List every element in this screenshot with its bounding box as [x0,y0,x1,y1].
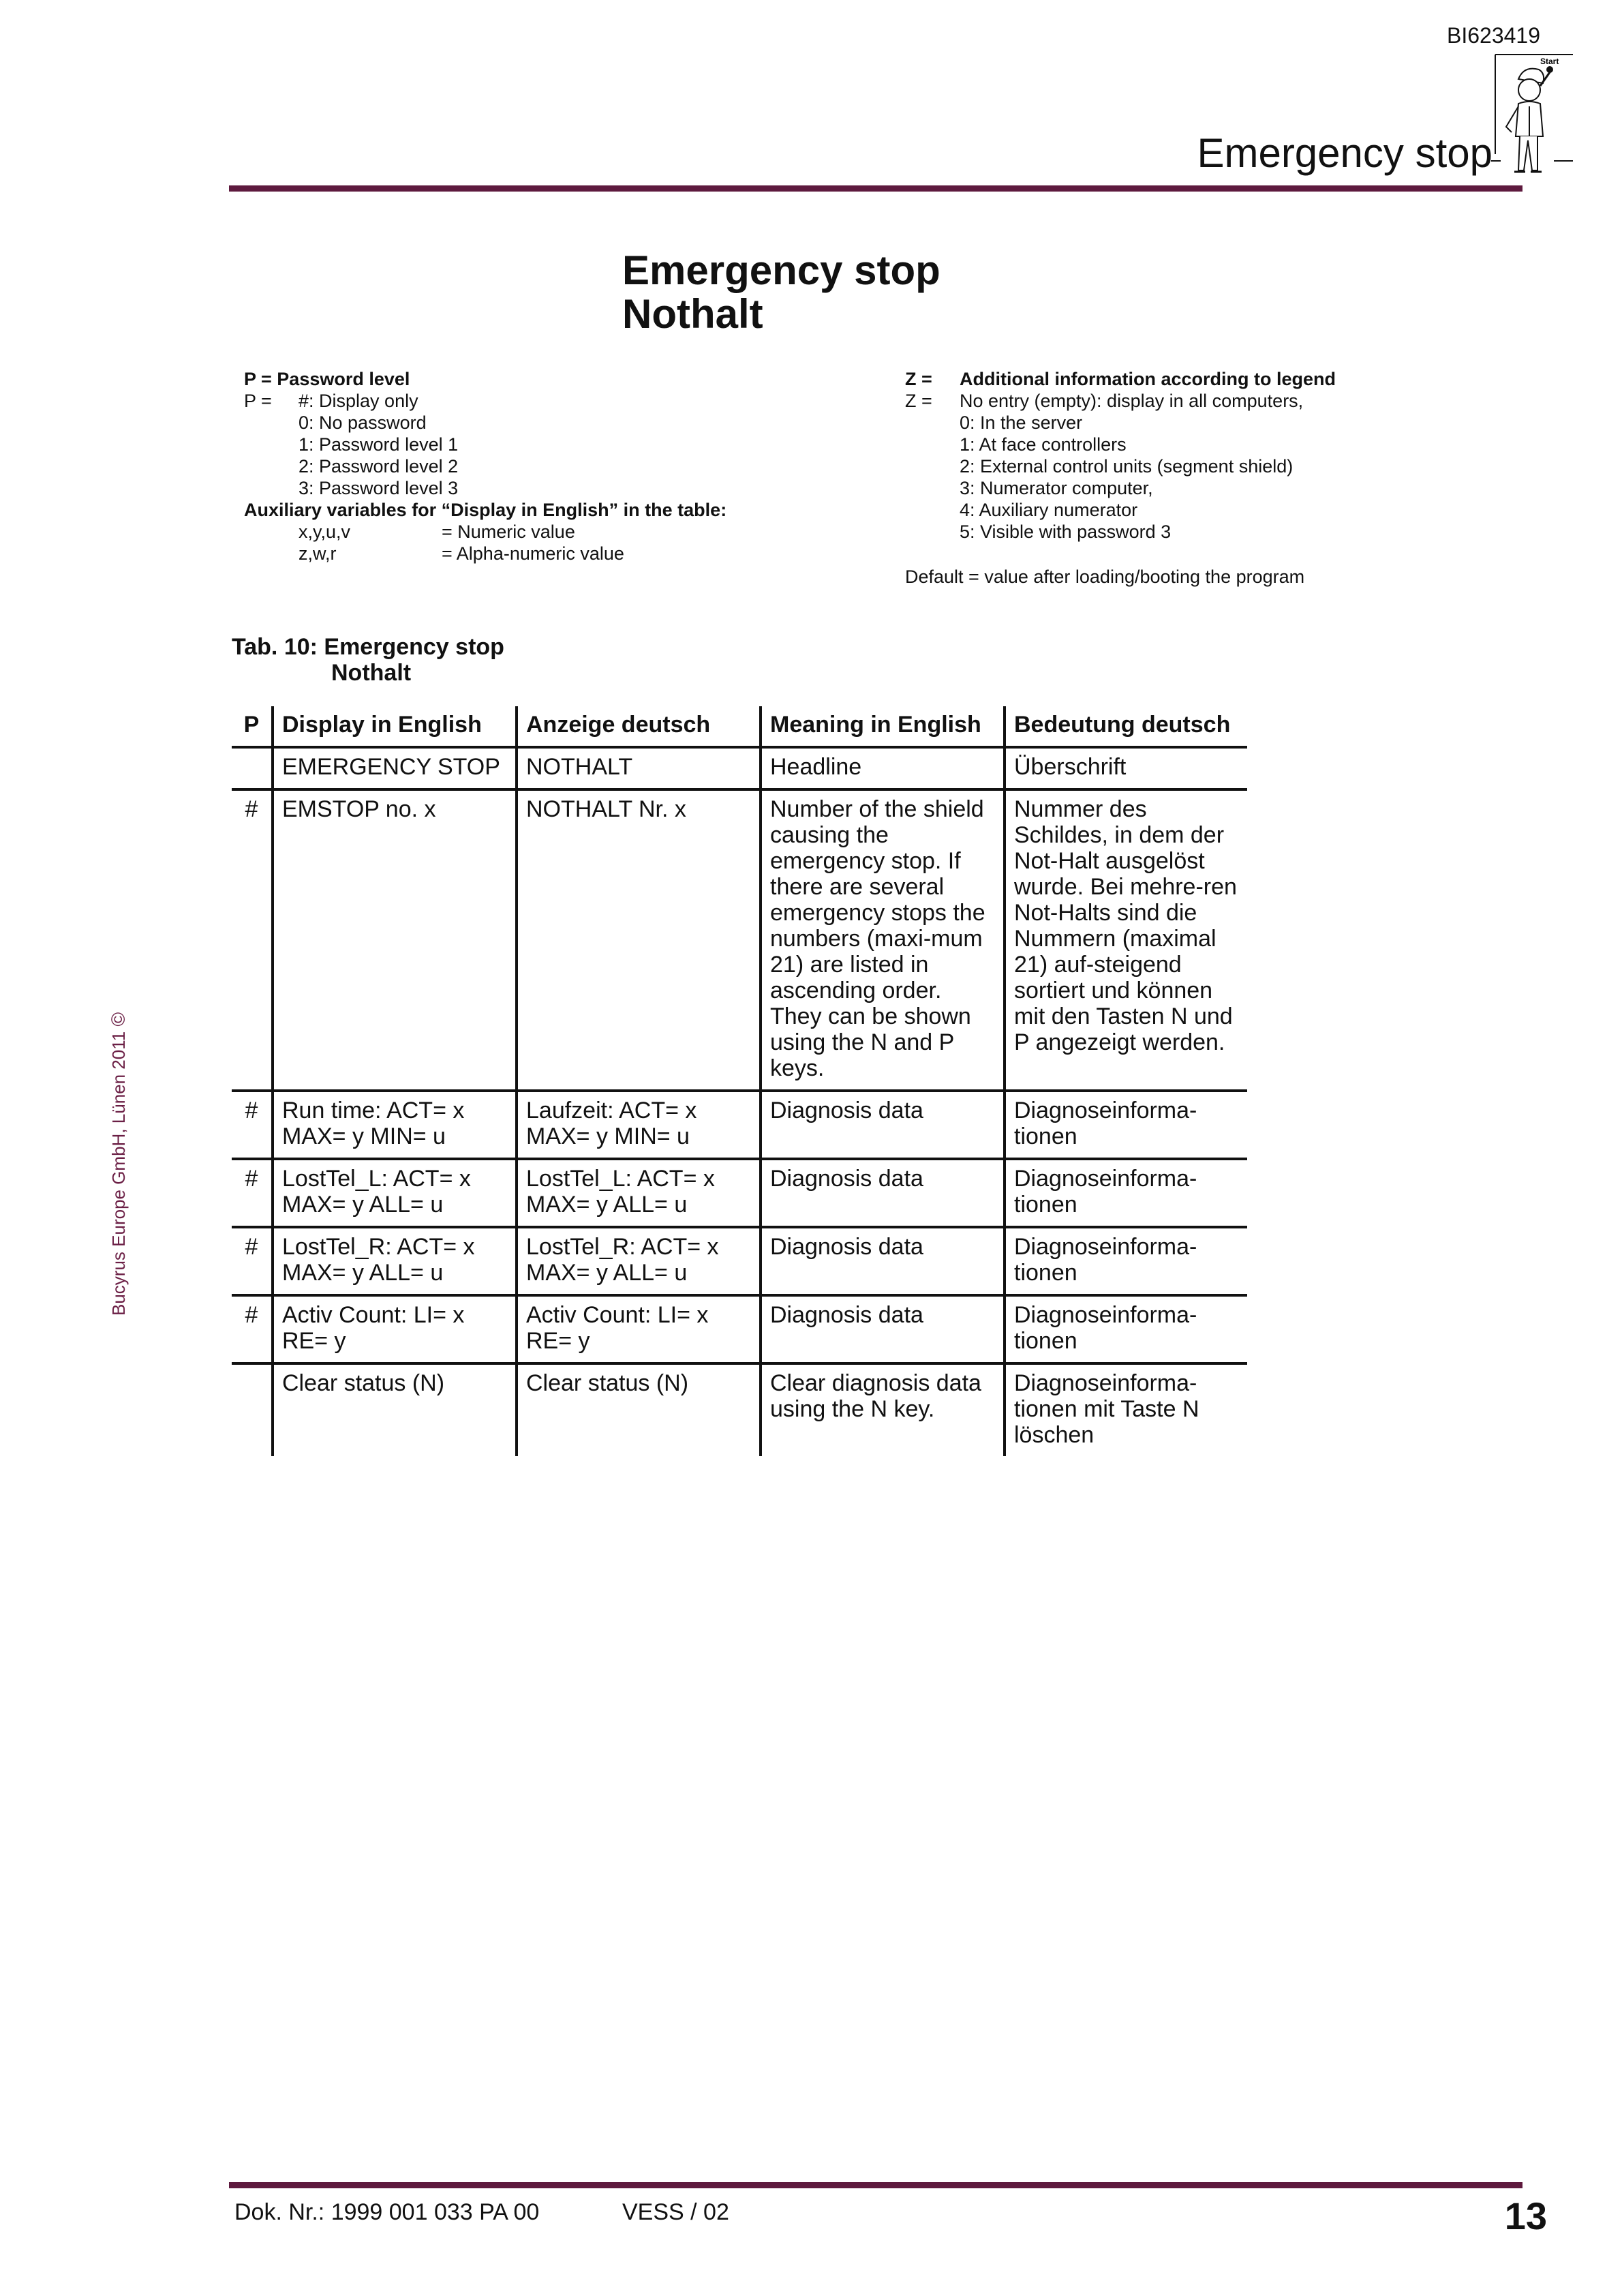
info-legend-prefix: Z = [905,391,932,411]
aux-variables-heading: Auxiliary variables for “Display in English” in the table: [244,500,727,520]
cell-meaning-english: Diagnosis data [761,1295,1005,1363]
cell-password: # [245,1234,258,1260]
cell-display-english: Activ Count: LI= x RE= y [273,1295,517,1363]
header-password: P [243,712,260,738]
info-legend-heading: Additional information according to legend [960,369,1336,389]
cell-meaning-german: Diagnoseinforma-tionen [1005,1091,1247,1159]
page-title-german: Nothalt [622,291,763,337]
header-meaning-german: Bedeutung deutsch [1005,706,1247,747]
page-title [622,249,940,336]
info-legend-item: 0: In the server [960,412,1083,433]
info-legend-item: 3: Numerator computer, [960,478,1153,498]
cell-meaning-english: Diagnosis data [761,1091,1005,1159]
emergency-stop-worker-icon [1488,52,1577,184]
password-legend [244,368,898,564]
table-row [232,789,1247,1091]
aux-variable-names: x,y,u,v [299,522,351,542]
cell-meaning-german: Diagnoseinforma-tionen mit Taste N löschen [1005,1363,1247,1456]
cell-meaning-english: Number of the shield causing the emergency stop. If there are several emergency stops the numbers (maxi-mum 21) are listed in ascending order. They can be shown using the N and P keys. [761,789,1005,1091]
copyright-notice [108,1012,129,1316]
password-legend-prefix: P = [244,391,272,411]
header-title: Emergency stop [1197,130,1493,176]
cell-password: # [245,1166,258,1192]
footer-divider [229,2182,1522,2188]
cell-display-german: Activ Count: LI= x RE= y [517,1295,761,1363]
password-legend-heading: P = Password level [244,369,410,389]
cell-display-german: Clear status (N) [517,1363,761,1456]
info-legend-item: 1: At face controllers [960,434,1127,455]
table-row [232,1227,1247,1295]
table-row [232,1363,1247,1456]
table-row [232,1159,1247,1227]
document-id: BI623419 [1446,23,1540,48]
copyright-symbol: © [108,1012,129,1027]
header-meaning-english: Meaning in English [761,706,1005,747]
cell-display-german: LostTel_L: ACT= x MAX= y ALL= u [517,1159,761,1227]
password-legend-item: 3: Password level 3 [299,478,459,498]
cell-display-english: EMERGENCY STOP [273,747,517,789]
default-note: Default = value after loading/booting the program [905,567,1305,587]
cell-password: # [245,1302,258,1328]
info-legend [905,368,1491,588]
header-divider [229,185,1522,192]
cell-meaning-german: Diagnoseinforma-tionen [1005,1295,1247,1363]
info-legend-heading-key: Z = [905,369,932,389]
footer-document-number: Dok. Nr.: 1999 001 033 PA 00 [234,2199,540,2225]
cell-meaning-english: Diagnosis data [761,1159,1005,1227]
aux-variable-desc: = Alpha-numeric value [442,543,624,564]
info-legend-item: 4: Auxiliary numerator [960,500,1138,520]
cell-display-german: NOTHALT [517,747,761,789]
header-display-english: Display in English [273,706,517,747]
cell-password [232,747,273,789]
header-display-german: Anzeige deutsch [517,706,761,747]
cell-display-german: Laufzeit: ACT= x MAX= y MIN= u [517,1091,761,1159]
cell-meaning-english: Diagnosis data [761,1227,1005,1295]
cell-meaning-german: Diagnoseinforma-tionen [1005,1159,1247,1227]
table-caption-english: Tab. 10: Emergency stop [232,634,504,660]
password-legend-item: 2: Password level 2 [299,456,459,477]
table-row [232,1091,1247,1159]
info-legend-item: No entry (empty): display in all computers, [960,391,1304,411]
table-row [232,747,1247,789]
password-legend-item: #: Display only [299,391,418,411]
table-row [232,1295,1247,1363]
page-number: 13 [1504,2194,1547,2237]
aux-variable-desc: = Numeric value [442,522,575,542]
aux-variable-row [244,543,898,564]
footer-reference: VESS / 02 [622,2199,729,2225]
cell-display-english: LostTel_R: ACT= x MAX= y ALL= u [273,1227,517,1295]
cell-password: # [245,796,258,822]
page-title-english: Emergency stop [622,247,940,293]
cell-display-german: NOTHALT Nr. x [517,789,761,1091]
cell-meaning-german: Überschrift [1005,747,1247,789]
start-label: Start [1540,57,1559,66]
cell-meaning-english: Clear diagnosis data using the N key. [761,1363,1005,1456]
table-caption [232,634,504,686]
table-header-row [232,706,1247,747]
cell-password: # [245,1098,258,1123]
info-legend-item: 5: Visible with password 3 [960,522,1172,542]
copyright-text: Bucyrus Europe GmbH, Lünen 2011 [108,1031,129,1316]
aux-variable-row [244,521,898,543]
cell-password [232,1363,273,1456]
cell-meaning-english: Headline [761,747,1005,789]
cell-display-german: LostTel_R: ACT= x MAX= y ALL= u [517,1227,761,1295]
cell-meaning-german: Nummer des Schildes, in dem der Not-Halt ausgelöst wurde. Bei mehre-ren Not-Halts sind die Nummern (maximal 21) auf-steigend sortiert und können mit den Tasten N und P angezeigt werden. [1005,789,1247,1091]
cell-display-english: LostTel_L: ACT= x MAX= y ALL= u [273,1159,517,1227]
cell-meaning-german: Diagnoseinforma-tionen [1005,1227,1247,1295]
table-caption-german: Nothalt [331,660,412,686]
cell-display-english: Run time: ACT= x MAX= y MIN= u [273,1091,517,1159]
emergency-stop-table [232,706,1247,1456]
cell-display-english: Clear status (N) [273,1363,517,1456]
password-legend-item: 1: Password level 1 [299,434,459,455]
aux-variable-names: z,w,r [299,543,337,564]
password-legend-item: 0: No password [299,412,427,433]
cell-display-english: EMSTOP no. x [273,789,517,1091]
info-legend-item: 2: External control units (segment shield) [960,456,1294,477]
